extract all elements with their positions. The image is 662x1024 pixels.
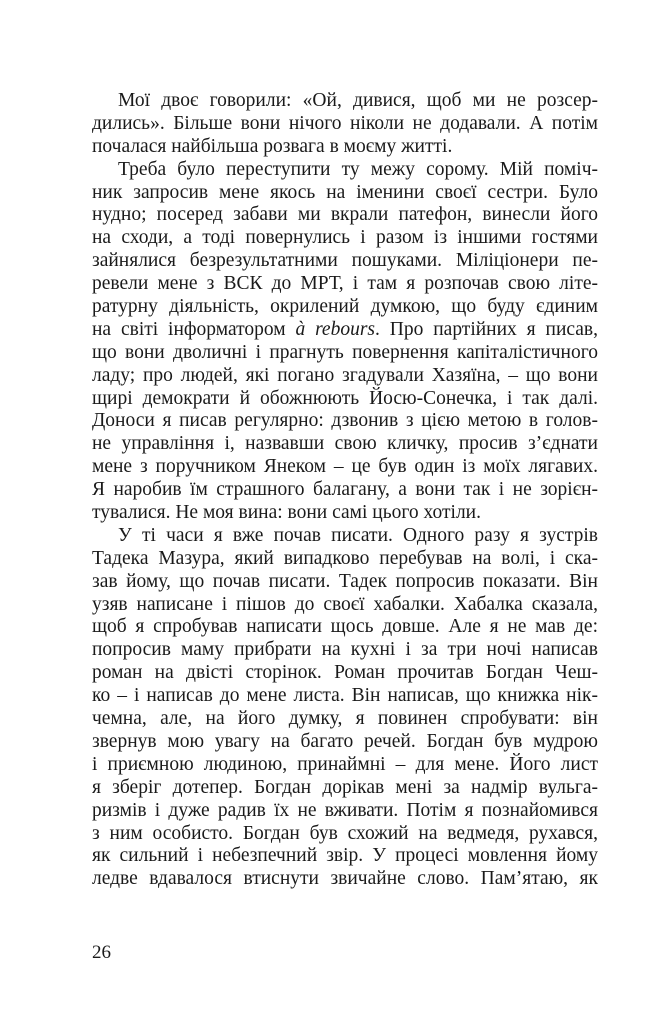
text-line: узяв написане і пішов до своєї хабалки. Хабалка сказала, (92, 593, 598, 615)
text-line: я зберіг дотепер. Богдан дорікав мені за надмір вульга- (92, 776, 598, 798)
text-fragment: на світі інформатором (92, 318, 296, 340)
text-line: чемна, але, на його думку, я повинен спробувати: він (92, 708, 598, 730)
page-number: 26 (92, 942, 111, 963)
text-line: ратурну діяльність, окрилений думкою, що буду єдиним (92, 296, 598, 318)
text-line: нудно; посеред забави ми вкрали патефон, винесли його (92, 204, 598, 226)
text-line: У ті часи я вже почав писати. Одного разу я зустрів (118, 524, 598, 546)
text-line: і приємною людиною, принаймні – для мене. Його лист (92, 753, 598, 775)
text-line: ледве вдавалося втиснути звичайне слово. Пам’ятаю, як (92, 868, 598, 890)
text-line: почалася найбільша розвага в моєму житті. (92, 135, 453, 157)
text-line: Доноси я писав регулярно: дзвонив з цією метою в голов- (92, 410, 598, 432)
text-line: з ним особисто. Богдан був схожий на ведмедя, рухався, (92, 822, 598, 844)
text-line: Мої двоє говорили: «Ой, дивися, щоб ми не розсер- (118, 90, 598, 111)
book-page-body (92, 90, 598, 891)
text-line: як сильний і небезпечний звір. У процесі мовлення йому (92, 845, 598, 867)
text-line: тувалися. Не моя вина: вони самі цього хотіли. (92, 502, 481, 524)
text-line: щоб я спробував написати щось довше. Але я не мав де: (92, 616, 598, 638)
text-line: зайнялися безрезультатними пошуками. Міліціонери пе- (92, 250, 598, 272)
text-line: Я наробив їм страшного балагану, а вони так і не зорієн- (92, 479, 598, 501)
text-line: мене з поручником Янеком – це був один із моїх лягавих. (92, 456, 598, 478)
text-line: звернув мою увагу на багато речей. Богдан був мудрою (92, 730, 598, 752)
text-line: щирі демократи й обожнюють Йосю-Сонечка, і так далі. (92, 387, 598, 409)
text-line: ризмів і дуже радив їх не вживати. Потім я познайомився (92, 799, 598, 821)
text-line: ко – і написав до мене листа. Він написав, що книжка нік- (92, 685, 598, 707)
text-line: ник запросив мене якось на іменини своєї сестри. Було (92, 181, 598, 203)
text-line: дились». Більше вони нічого ніколи не додавали. А потім (92, 112, 598, 134)
text-line: на сходи, а тоді повернулись і разом із іншими гостями (92, 227, 598, 249)
text-line: ревели мене з ВСК до МРТ, і там я розпочав свою літе- (92, 273, 598, 295)
text-line: Тадека Мазура, який випадково перебував на волі, і ска- (92, 547, 598, 569)
text-line (92, 319, 598, 342)
text-line: роман на двісті сторінок. Роман прочитав Богдан Чеш- (92, 662, 598, 684)
text-line: що вони дволичні і прагнуть повернення капіталістичного (92, 341, 598, 363)
text-line: не управління і, назвавши свою кличку, просив з’єднати (92, 433, 598, 455)
text-line: ладу; про людей, які погано згадували Хазяїна, – що вони (92, 364, 598, 386)
text-line: зав йому, що почав писати. Тадек попросив показати. Він (92, 570, 598, 592)
italic-phrase: à rebours (295, 318, 376, 340)
text-line: попросив маму прибрати на кухні і за три ночі написав (92, 639, 598, 661)
text-fragment: . Про партійних я писав, (375, 318, 599, 340)
text-line: Треба було переступити ту межу сорому. Мій поміч- (118, 158, 598, 180)
